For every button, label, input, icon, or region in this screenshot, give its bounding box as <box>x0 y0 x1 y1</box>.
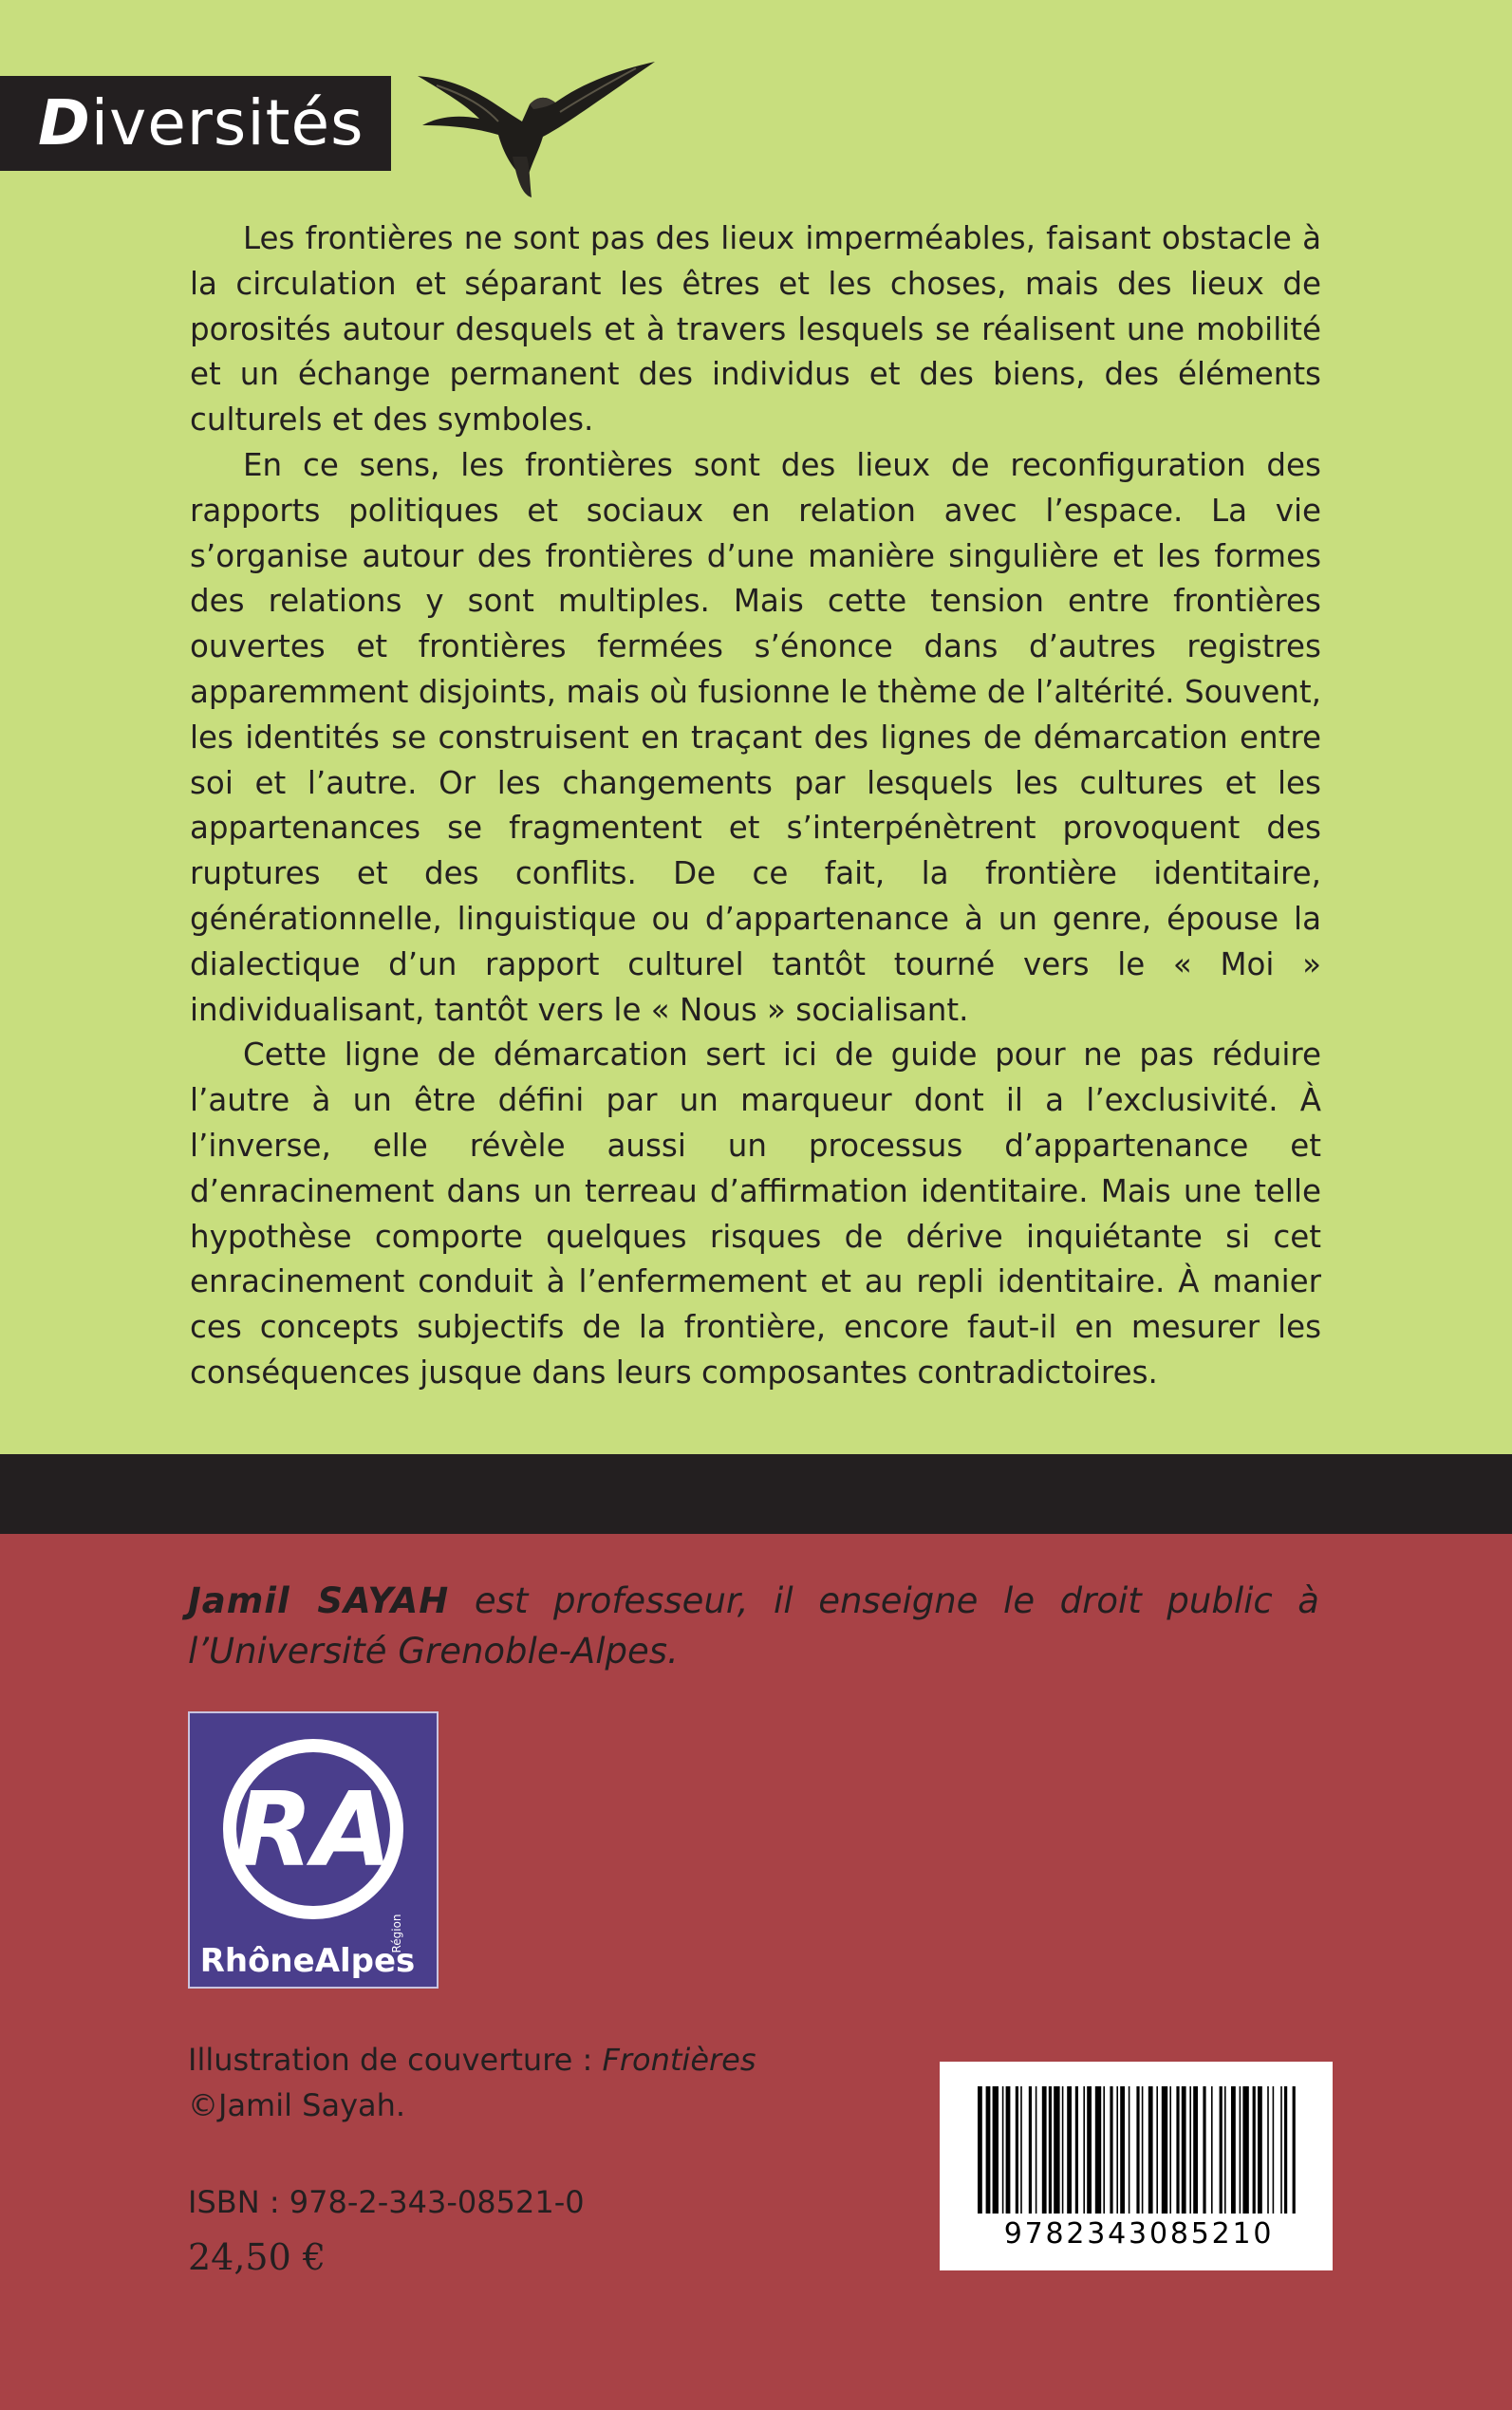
cover-credit-line <box>188 2037 852 2083</box>
cover-credit <box>188 2037 852 2128</box>
region-logo-small-label: Région <box>390 1914 403 1953</box>
author-name: Jamil SAYAH <box>188 1580 450 1621</box>
barcode <box>940 2062 1333 2270</box>
blurb-paragraph-1: Les frontières ne sont pas des lieux imperméables, faisant obstacle à la circulation et séparant les êtres et les choses, mais des lieux de porosités autour desquels et à travers lesquels se réalisent une mobilité et un échange permanent des individus et des biens, des éléments culturels et des symboles. <box>190 220 1321 439</box>
cover-credit-title: Frontières <box>602 2042 756 2078</box>
region-logo-name: RhôneAlpes <box>199 1942 416 1980</box>
region-logo-monogram: RA <box>233 1771 393 1890</box>
region-logo <box>188 1711 439 1989</box>
barcode-digits: 9782343085210 <box>1003 2217 1275 2251</box>
price: 24,50 € <box>188 2236 327 2278</box>
cover-credit-label: Illustration de couverture : <box>188 2042 603 2078</box>
author-bio-text: est professeur, il enseigne le droit public à l’Université Grenoble-Alpes. <box>188 1580 1319 1672</box>
series-title-initial: D <box>38 86 91 159</box>
region-logo-emblem-icon <box>190 1713 437 1987</box>
blurb-paragraph-3: Cette ligne de démarcation sert ici de guide pour ne pas réduire l’autre à un être défini par un marqueur dont il a l’exclusivité. À l’inverse, elle révèle aussi un processus d’appartenance et d’enracinement dans un terreau d’affirmation identitaire. Mais une telle hypothèse comporte quelques risques de dérive inquiétante si cet enracinement conduit à l’enfermement et au repli identitaire. À manier ces concepts subjectifs de la frontière, encore faut-il en mesurer les conséquences jusque dans leurs composantes contradictoires. <box>190 1037 1321 1391</box>
blurb-paragraph-2: En ce sens, les frontières sont des lieux de reconfiguration des rapports politiques et sociaux en relation avec l’espace. La vie s’organise autour des frontières d’une manière singulière et les formes des relations y sont multiples. Mais cette tension entre frontières ouvertes et frontières fermées s’énonce dans d’autres registres apparemment disjoints, mais où fusionne le thème de l’altérité. Souvent, les identités se construisent en traçant des lignes de démarcation entre soi et l’autre. Or les changements par lesquels les cultures et les appartenances se fragmentent et s’interpénètrent provoquent des ruptures et des conflits. De ce fait, la frontière identitaire, générationnelle, linguistique ou d’appartenance à un genre, épouse la dialectique d’un rapport culturel tantôt tourné vers le « Moi » individualisant, tantôt vers le « Nous » socialisant. <box>190 446 1321 1028</box>
series-title <box>0 76 391 171</box>
separator-band <box>0 1454 1512 1534</box>
series-title-rest: iversités <box>90 86 364 159</box>
author-bio <box>188 1576 1319 1676</box>
dove-icon <box>380 38 664 199</box>
cover-credit-copyright: ©Jamil Sayah. <box>188 2087 406 2123</box>
blurb <box>190 216 1321 1396</box>
isbn: ISBN : 978-2-343-08521-0 <box>188 2184 585 2220</box>
